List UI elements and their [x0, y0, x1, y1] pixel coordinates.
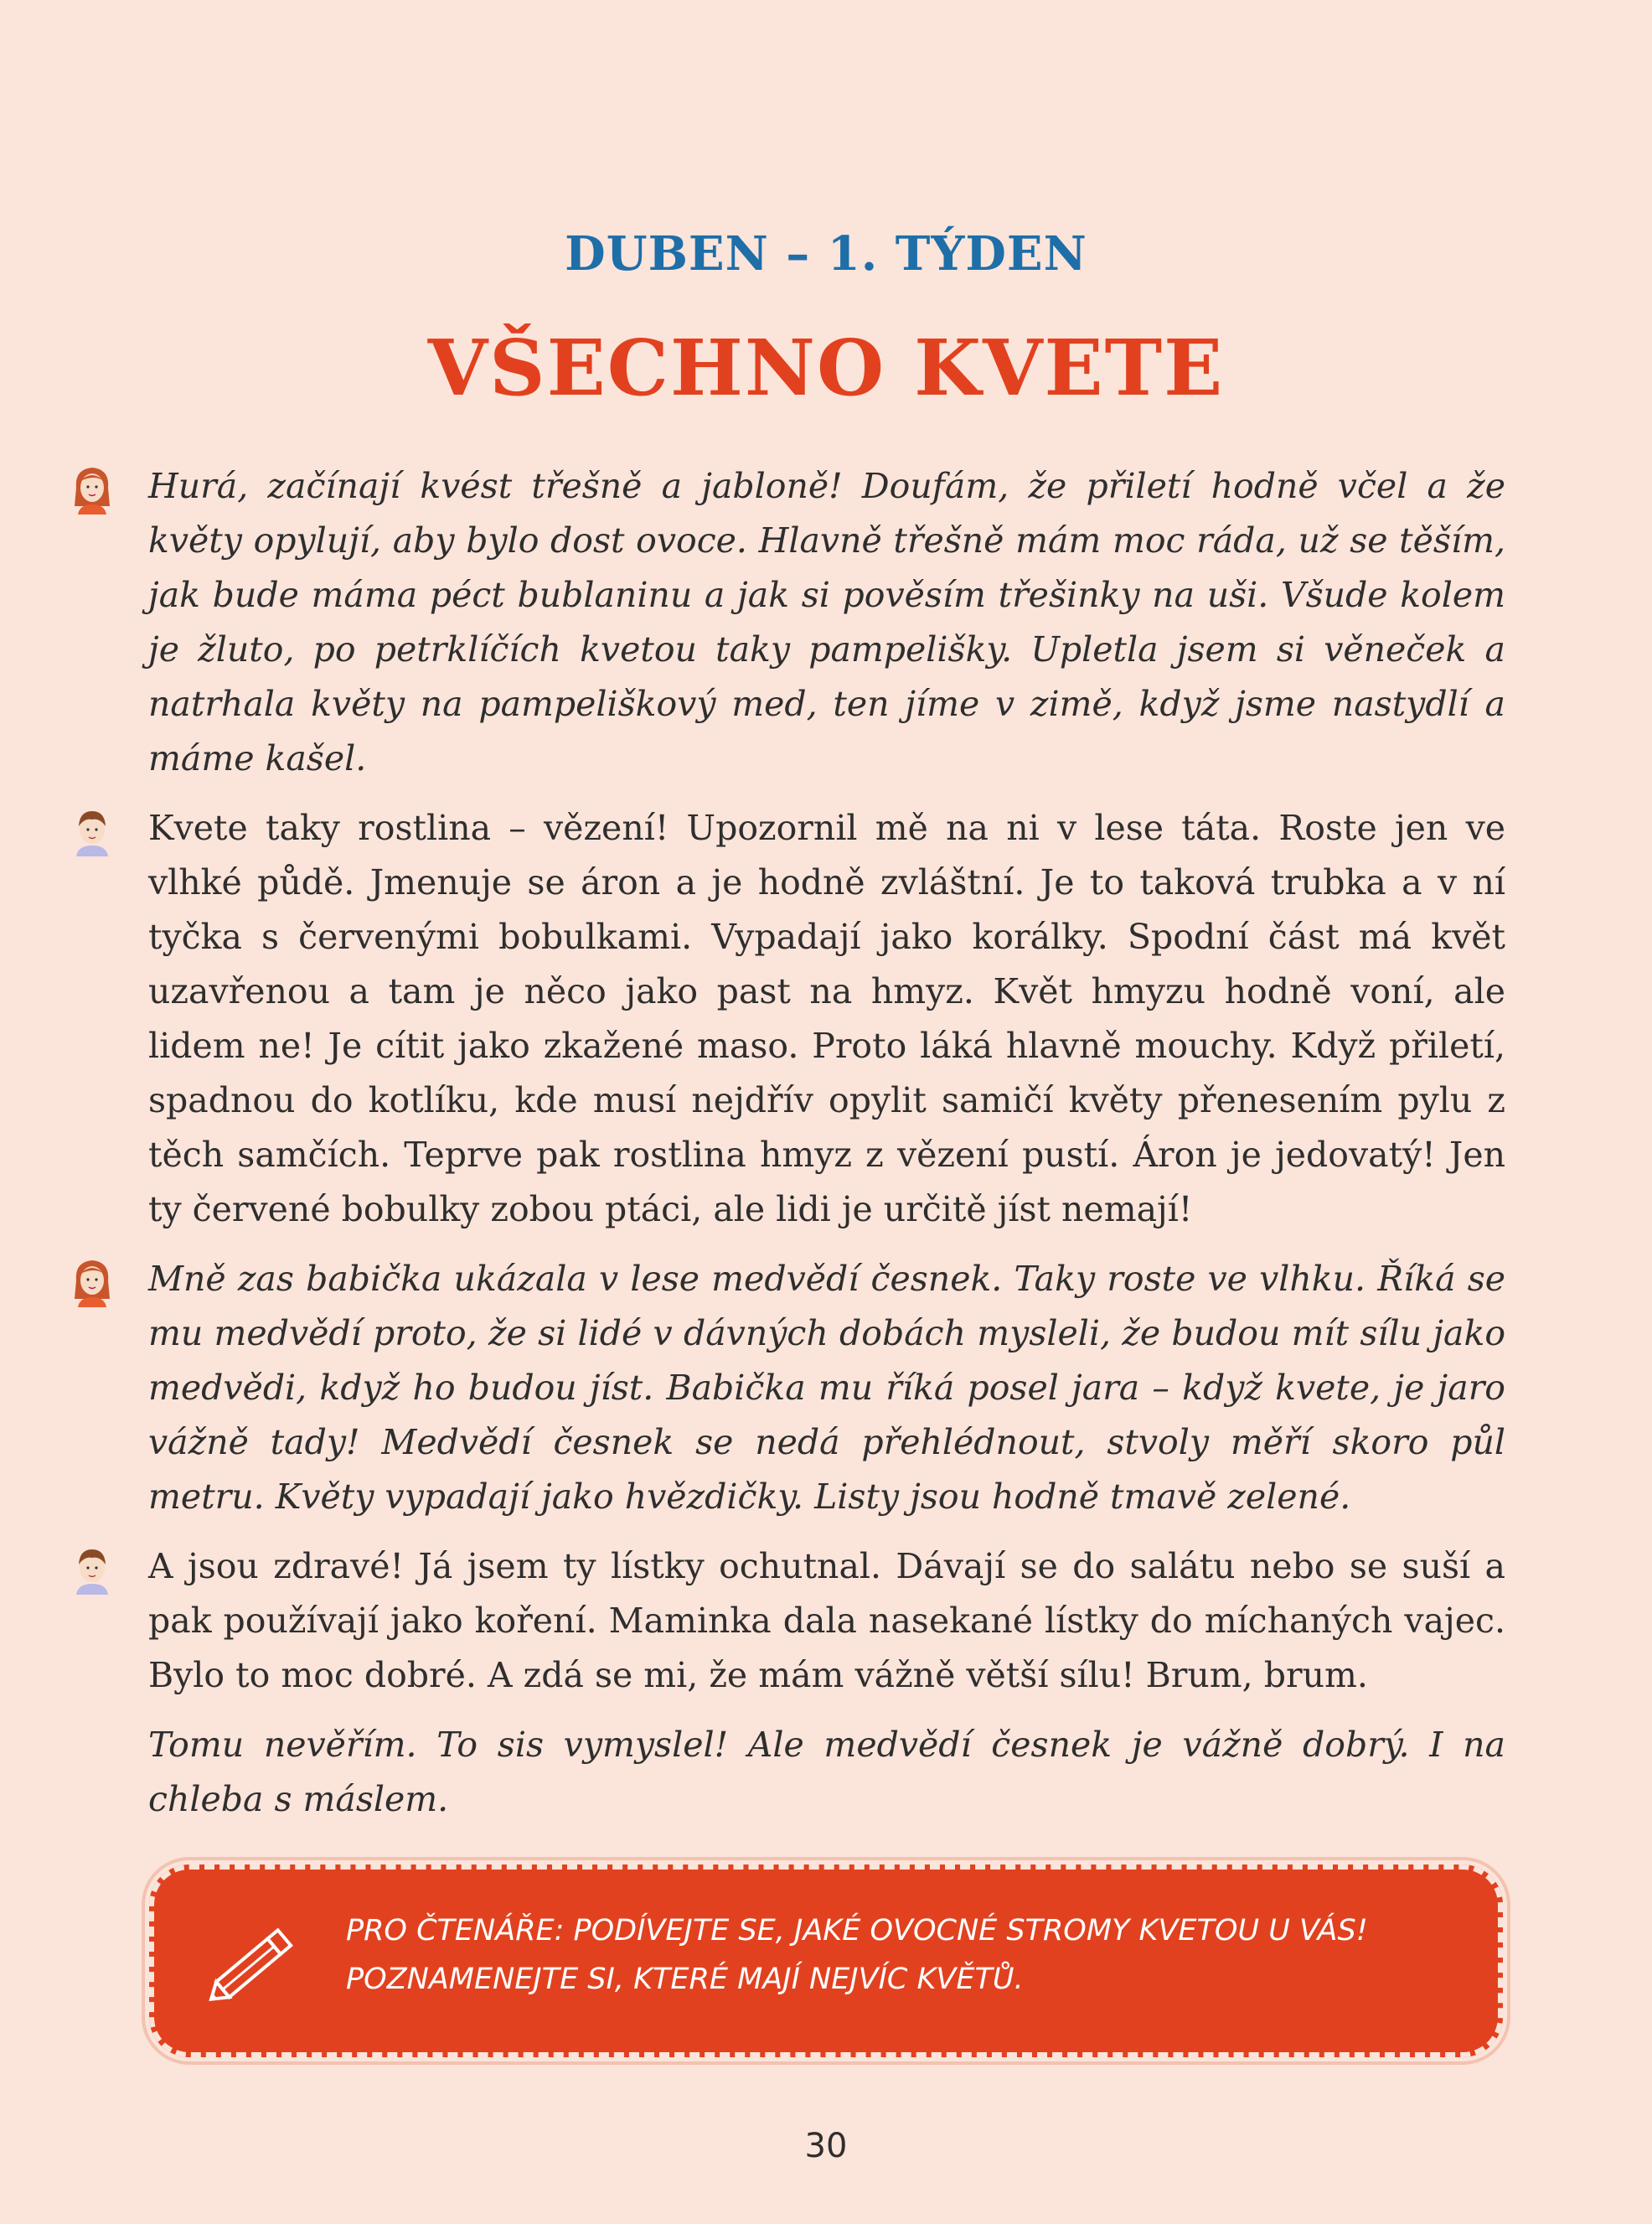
paragraph-text: Kvete taky rostlina – vězení! Upozornil mě na ni v lese táta. Roste jen ve vlhké půdě. Jmenuje se áron a je hodně zvláštní. Je to taková trubka a v ní tyčka s červenými bobulkami. Vypadají jako korálky. Spodní část má květ uzavřenou a tam je něco jako past na hmyz. Květ hmyzu hodně voní, ale lidem ne! Je cítit jako zkažené maso. Proto láká hlavně mouchy. Když přiletí, spadnou do kotlíku, kde musí nejdřív opylit samičí květy přenesením pylu z těch samčích. Teprve pak rostlina hmyz z vězení pustí. Áron je jedovatý! Jen ty červené bobulky zobou ptáci, ale lidi je určitě jíst nemají! — [148, 808, 1505, 1229]
paragraph-girl-3 — [148, 1718, 1505, 1827]
tip-line-2: POZNAMENEJTE SI, KTERÉ MAJÍ NEJVÍC KVĚTŮ. — [346, 1963, 1024, 1996]
paragraph-girl-1 — [148, 459, 1505, 786]
dialogue — [148, 459, 1505, 1842]
paragraph-girl-2 — [148, 1252, 1505, 1524]
boy-avatar-icon — [70, 1543, 115, 1595]
paragraph-text: Hurá, začínají kvést třešně a jabloně! Doufám, že přiletí hodně včel a že květy opylují, aby bylo dost ovoce. Hlavně třešně mám moc ráda, už se těším, jak bude máma péct bublaninu a jak si pověsím třešinky na uši. Všude kolem je žluto, po petrklíčích kvetou taky pampelišky. Upletla jsem si věneček a natrhala květy na pampeliškový med, ten jíme v zimě, když jsme nastydlí a máme kašel. — [148, 466, 1505, 778]
paragraph-text: A jsou zdravé! Já jsem ty lístky ochutnal. Dávají se do salátu nebo se suší a pak používají jako koření. Maminka dala nasekané lístky do míchaných vajec. Bylo to moc dobré. A zdá se mi, že mám vážně větší sílu! Brum, brum. — [148, 1546, 1505, 1695]
tip-line-1: PRO ČTENÁŘE: PODÍVEJTE SE, JAKÉ OVOCNÉ STROMY KVETOU U VÁS! — [346, 1914, 1368, 1947]
girl-avatar-icon — [70, 463, 115, 515]
boy-avatar-icon — [70, 804, 115, 856]
paragraph-text: Mně zas babička ukázala v lese medvědí česnek. Taky roste ve vlhku. Říká se mu medvědí proto, že si lidé v dávných dobách mysleli, že budou mít sílu jako medvědi, když ho budou jíst. Babička mu říká posel jara – když kvete, je jaro vážně tady! Medvědí česnek se nedá přehlédnout, stvoly měří skoro půl metru. Květy vypadají jako hvězdičky. Listy jsou hodně tmavě zelené. — [148, 1259, 1505, 1517]
tip-text — [346, 1906, 1469, 2004]
page-title: VŠECHNO KVETE — [427, 323, 1225, 413]
pencil-icon — [198, 1911, 307, 2020]
paragraph-boy-1 — [148, 801, 1505, 1237]
week-heading: DUBEN – 1. TÝDEN — [565, 226, 1087, 282]
paragraph-text: Tomu nevěřím. To sis vymyslel! Ale medvědí česnek je vážně dobrý. I na chleba s máslem. — [148, 1725, 1505, 1819]
page-number: 30 — [804, 2127, 848, 2165]
girl-avatar-icon — [70, 1255, 115, 1307]
reader-tip-box — [149, 1865, 1503, 2057]
paragraph-boy-2 — [148, 1539, 1505, 1703]
